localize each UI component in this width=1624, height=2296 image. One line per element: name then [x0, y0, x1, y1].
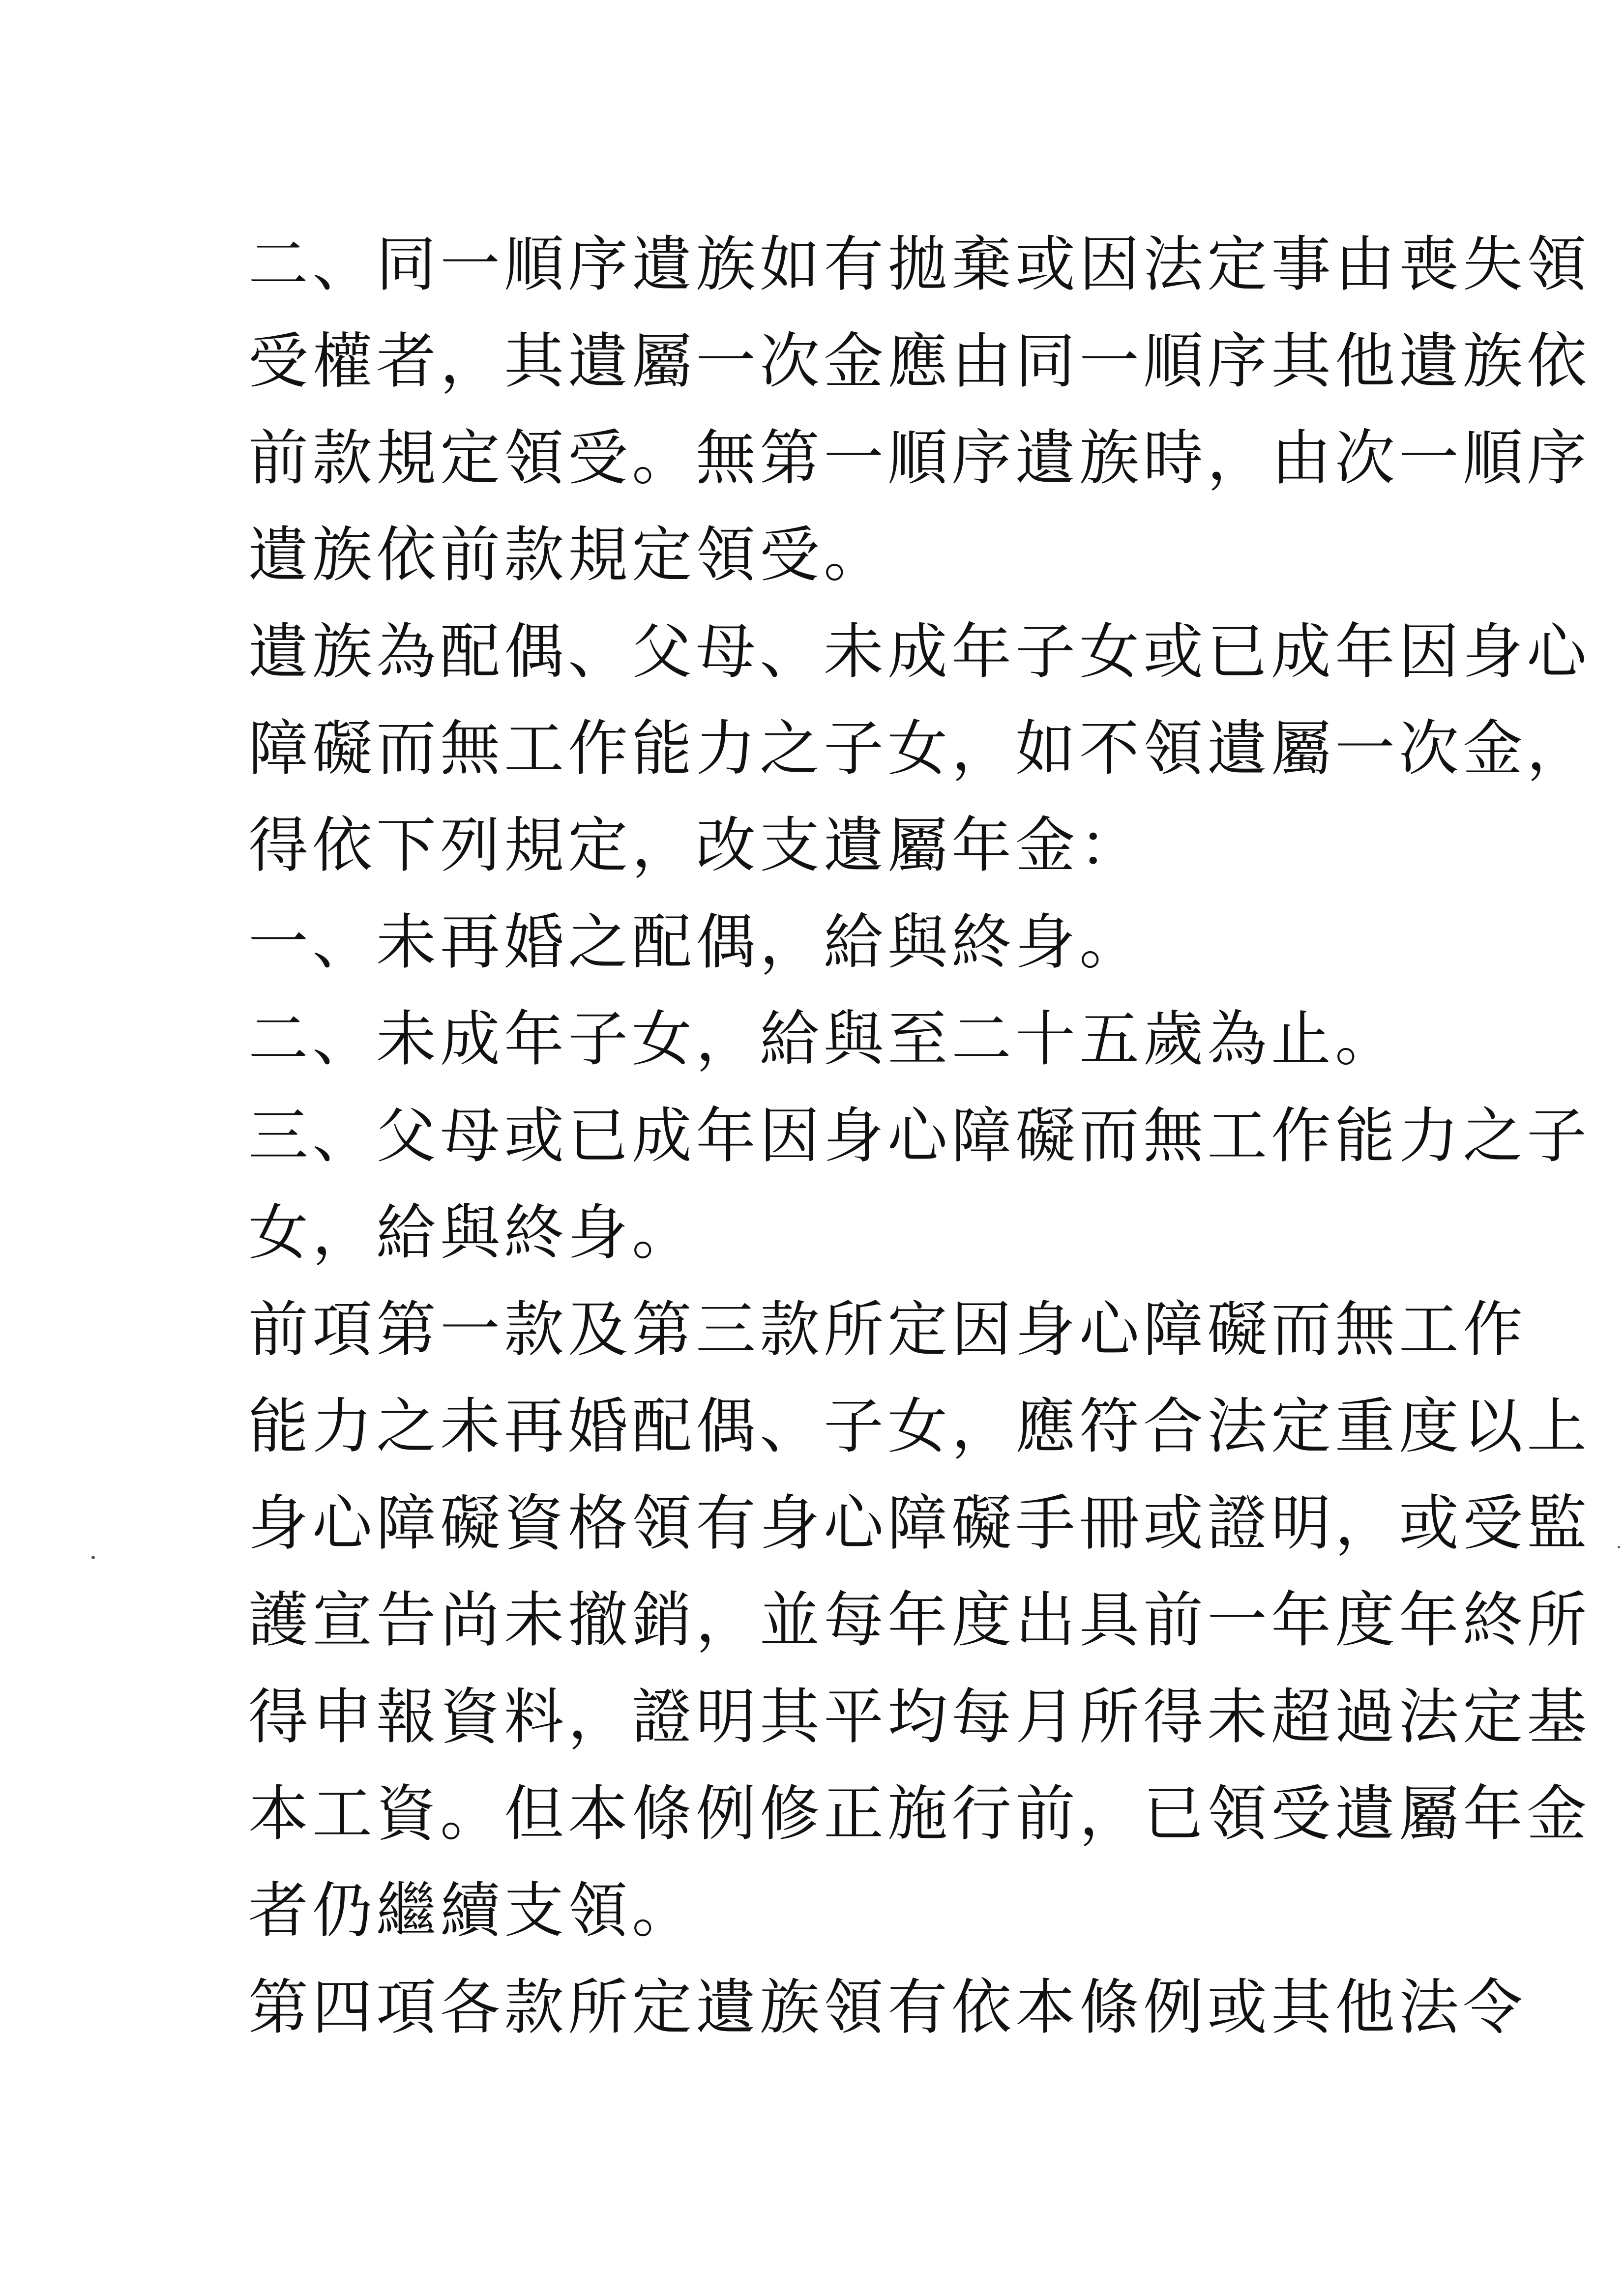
text-line: 身心障礙資格領有身心障礙手冊或證明，或受監: [248, 1488, 1591, 1558]
text-line: 受權者，其遺屬一次金應由同一順序其他遺族依: [248, 326, 1591, 396]
text-line: 得依下列規定，改支遺屬年金：: [248, 811, 1143, 880]
text-line: 二、未成年子女，給與至二十五歲為止。: [248, 1004, 1399, 1074]
text-line: 遺族為配偶、父母、未成年子女或已成年因身心: [248, 617, 1591, 687]
text-line: 遺族依前款規定領受。: [248, 520, 887, 590]
scan-speck: [91, 1556, 95, 1559]
text-line: 二、同一順序遺族如有拋棄或因法定事由喪失領: [248, 230, 1591, 299]
text-line: 得申報資料，證明其平均每月所得未超過法定基: [248, 1682, 1591, 1752]
document-body: [248, 216, 1591, 2056]
text-line: 能力之未再婚配偶、子女，應符合法定重度以上: [248, 1392, 1591, 1461]
text-line: 女，給與終身。: [248, 1198, 696, 1268]
text-line: 護宣告尚未撤銷，並每年度出具前一年度年終所: [248, 1585, 1591, 1655]
text-line: 前款規定領受。無第一順序遺族時，由次一順序: [248, 423, 1591, 493]
text-line: 一、未再婚之配偶，給與終身。: [248, 907, 1143, 977]
text-line: 前項第一款及第三款所定因身心障礙而無工作: [248, 1295, 1527, 1365]
text-line: 本工資。但本條例修正施行前，已領受遺屬年金: [248, 1779, 1591, 1849]
text-line: 障礙而無工作能力之子女，如不領遺屬一次金，: [248, 714, 1591, 784]
text-line: 者仍繼續支領。: [248, 1876, 696, 1946]
text-line: 第四項各款所定遺族領有依本條例或其他法令: [248, 1973, 1527, 2042]
text-line: 三、父母或已成年因身心障礙而無工作能力之子: [248, 1101, 1591, 1171]
scan-speck: [1618, 1546, 1620, 1548]
